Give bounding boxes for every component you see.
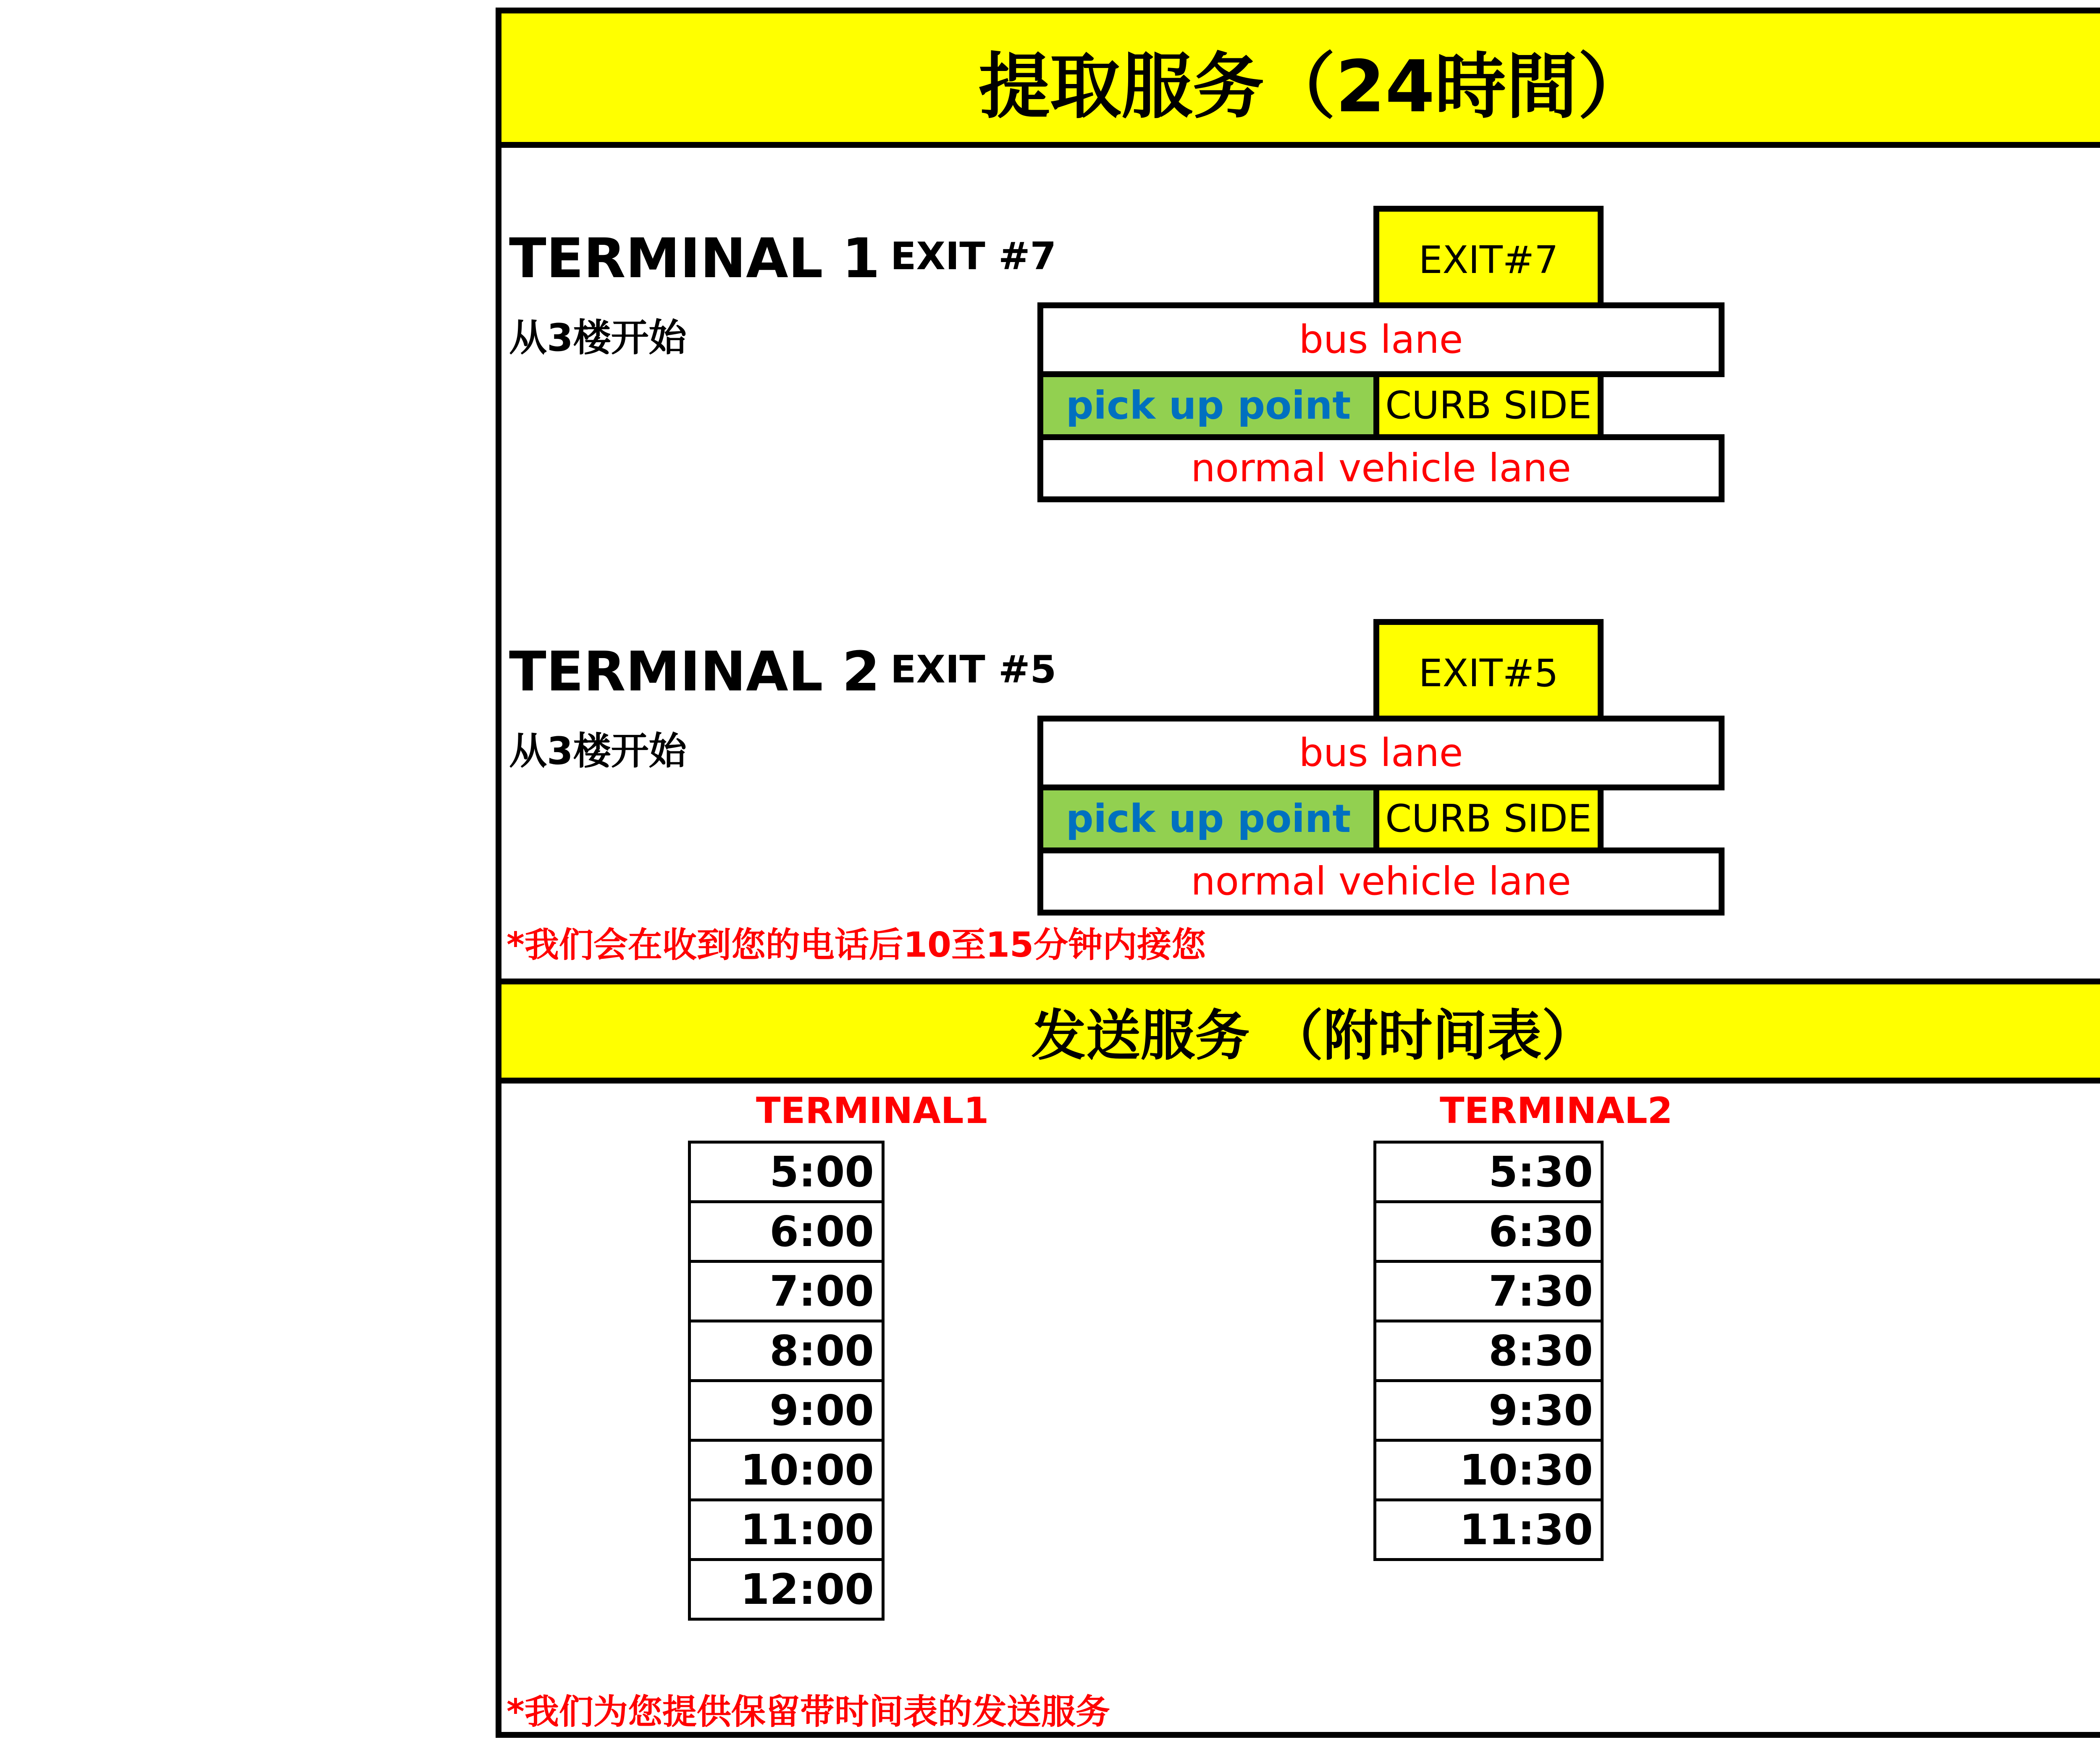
terminal1-exit-box <box>1373 206 1604 311</box>
terminal2-bus-lane-label: bus lane <box>1299 730 1463 775</box>
terminal1-pickup-point-label: pick up point <box>1066 383 1351 428</box>
divider <box>496 142 2100 148</box>
terminal1-time-cell: 6:00 <box>688 1200 885 1263</box>
divider <box>496 979 2100 984</box>
terminal2-time-cell: 5:30 <box>1373 1141 1604 1203</box>
sending-title: 发送服务 （附时间表） <box>1031 1003 1596 1068</box>
terminal1-time-cell: 7:00 <box>688 1260 885 1322</box>
terminal1-time-cell: 5:00 <box>688 1141 885 1203</box>
terminal2-time-cell: 11:30 <box>1373 1498 1604 1561</box>
terminal2-normal-lane <box>1037 847 1725 916</box>
terminal1-curb-side <box>1373 371 1604 440</box>
terminal1-schedule-header: TERMINAL1 <box>756 1090 989 1132</box>
pickup-title-banner <box>501 13 2100 147</box>
terminal2-pickup-point[interactable] <box>1037 784 1379 853</box>
terminal1-bus-lane-label: bus lane <box>1299 317 1463 362</box>
terminal2-bus-lane <box>1037 716 1725 790</box>
terminal2-exit-box <box>1373 619 1604 724</box>
terminal1-time-cell: 8:00 <box>688 1320 885 1382</box>
sending-title-banner <box>501 984 2100 1078</box>
terminal1-time-cell: 11:00 <box>688 1498 885 1561</box>
terminal2-exit-box-label: EXIT#5 <box>1418 651 1559 695</box>
terminal2-time-cell: 10:30 <box>1373 1439 1604 1501</box>
pickup-title: 提取服务（24時間） <box>978 45 1649 129</box>
divider <box>496 1078 2100 1084</box>
terminal1-normal-lane <box>1037 434 1725 502</box>
sending-note: *我们为您提供保留带时间表的发送服务 <box>507 1692 1110 1732</box>
terminal1-exit-box-label: EXIT#7 <box>1418 238 1559 282</box>
terminal2-floor-note: 从3楼开始 <box>509 729 687 773</box>
terminal1-exit-label: EXIT #7 <box>890 234 1057 278</box>
terminal2-time-cell: 8:30 <box>1373 1320 1604 1382</box>
terminal1-name: TERMINAL 1 <box>509 226 880 290</box>
terminal1-floor-note: 从3楼开始 <box>509 316 687 360</box>
terminal2-curb-side-label: CURB SIDE <box>1385 797 1592 841</box>
terminal1-time-cell: 12:00 <box>688 1558 885 1621</box>
terminal2-schedule-header: TERMINAL2 <box>1440 1090 1673 1132</box>
terminal1-pickup-point[interactable] <box>1037 371 1379 440</box>
terminal2-time-cell: 9:30 <box>1373 1379 1604 1442</box>
terminal2-curb-side <box>1373 784 1604 853</box>
terminal1-curb-side-label: CURB SIDE <box>1385 383 1592 428</box>
terminal2-pickup-point-label: pick up point <box>1066 796 1351 841</box>
terminal2-time-cell: 7:30 <box>1373 1260 1604 1322</box>
terminal1-bus-lane <box>1037 302 1725 377</box>
terminal2-time-cell: 6:30 <box>1373 1200 1604 1263</box>
pickup-note: *我们会在收到您的电话后10至15分钟内接您 <box>507 925 1206 965</box>
terminal2-exit-label: EXIT #5 <box>890 648 1057 692</box>
terminal2-name: TERMINAL 2 <box>509 640 880 703</box>
terminal1-normal-lane-label: normal vehicle lane <box>1191 446 1571 491</box>
terminal1-time-cell: 9:00 <box>688 1379 885 1442</box>
terminal1-time-cell: 10:00 <box>688 1439 885 1501</box>
terminal2-normal-lane-label: normal vehicle lane <box>1191 859 1571 904</box>
